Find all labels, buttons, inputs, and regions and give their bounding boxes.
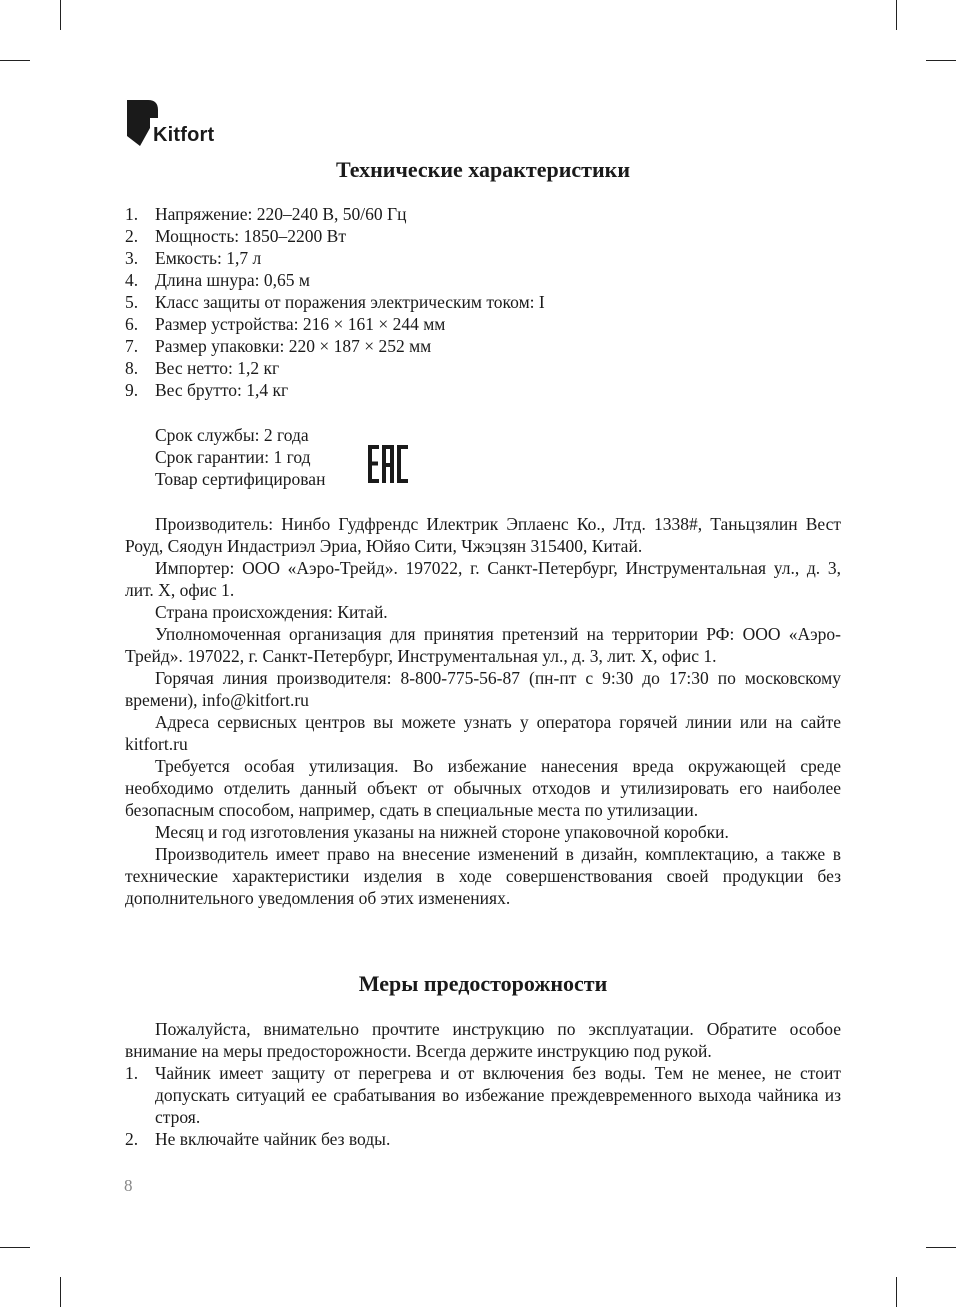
list-item: 7. Размер упаковки: 220 × 187 × 252 мм bbox=[125, 336, 432, 356]
crop-mark-bottom-right-v bbox=[896, 1277, 897, 1307]
warranty: Срок гарантии: 1 год bbox=[155, 447, 311, 467]
page-number: 8 bbox=[124, 1176, 133, 1195]
crop-mark-top-right-h bbox=[926, 60, 956, 61]
crop-mark-top-left-h bbox=[0, 60, 30, 61]
crop-mark-bottom-left-v bbox=[60, 1277, 61, 1307]
list-item: 1. Напряжение: 220–240 В, 50/60 Гц bbox=[125, 204, 407, 224]
eac-mark-icon bbox=[367, 444, 409, 484]
list-item: 2. Мощность: 1850–2200 Вт bbox=[125, 226, 346, 246]
list-item: 1. Чайник имеет защиту от перегрева и от включения без воды. Тем не менее, не стоит допускать ситуаций ее срабатывания во избежание преждевременного выхода чайника из строя. bbox=[125, 1063, 841, 1127]
specs-list bbox=[125, 203, 841, 401]
list-item: 9. Вес брутто: 1,4 кг bbox=[125, 380, 289, 400]
importer-paragraph: Импортер: ООО «Аэро-Трейд». 197022, г. Санкт-Петербург, Инструментальная ул., д. 3, лит. Х, офис 1. bbox=[125, 558, 841, 600]
crop-mark-top-right-v bbox=[896, 0, 897, 30]
info-paragraphs bbox=[125, 513, 841, 909]
service-centers-paragraph: Адреса сервисных центров вы можете узнать у оператора горячей линии или на сайте kitfort.ru bbox=[125, 712, 841, 754]
certification-block bbox=[155, 424, 325, 490]
precautions-intro: Пожалуйста, внимательно прочтите инструкцию по эксплуатации. Обратите особое внимание на меры предосторожности. Всегда держите инструкцию под рукой. bbox=[125, 1019, 841, 1061]
changes-paragraph: Производитель имеет право на внесение изменений в дизайн, комплектацию, а также в технические характеристики изделия в ходе совершенствования своей продукции без дополнительного уведомления об этих изменениях. bbox=[125, 844, 841, 908]
disposal-paragraph: Требуется особая утилизация. Во избежание нанесения вреда окружающей среде необходимо отделить данный объект от обычных отходов и утилизировать его наиболее безопасным способом, например, сдать в специальные места по утилизации. bbox=[125, 756, 841, 820]
logo-text: Kitfort bbox=[153, 124, 215, 146]
list-item: 4. Длина шнура: 0,65 м bbox=[125, 270, 310, 290]
manufacturer-paragraph: Производитель: Нинбо Гудфрендс Илектрик Эплаенс Ко., Лтд. 1338#, Таньцзялин Вест Роуд, Сяодун Индастриэл Эриа, Юйяо Сити, Чжэцзян 315400, Китай. bbox=[125, 514, 841, 556]
hotline-paragraph: Горячая линия производителя: 8-800-775-56-87 (пн-пт с 9:30 до 17:30 по московскому времени), info@kitfort.ru bbox=[125, 668, 841, 710]
list-item: 2. Не включайте чайник без воды. bbox=[125, 1129, 391, 1149]
list-item: 5. Класс защиты от поражения электрическим током: I bbox=[125, 292, 545, 312]
origin-paragraph: Страна происхождения: Китай. bbox=[155, 602, 388, 622]
crop-mark-bottom-right-h bbox=[926, 1247, 956, 1248]
certified: Товар сертифицирован bbox=[155, 469, 326, 489]
precautions-body bbox=[125, 1018, 841, 1150]
list-item: 3. Емкость: 1,7 л bbox=[125, 248, 262, 268]
claims-paragraph: Уполномоченная организация для принятия претензий на территории РФ: ООО «Аэро-Трейд». 197022, г. Санкт-Петербург, Инструментальная ул., д. 3, лит. Х, офис 1. bbox=[125, 624, 841, 666]
crop-mark-bottom-left-h bbox=[0, 1247, 30, 1248]
section-title-specs: Технические характеристики bbox=[335, 157, 631, 182]
service-life: Срок службы: 2 года bbox=[155, 425, 309, 445]
crop-mark-top-left-v bbox=[60, 0, 61, 30]
list-item: 6. Размер устройства: 216 × 161 × 244 мм bbox=[125, 314, 446, 334]
list-item: 8. Вес нетто: 1,2 кг bbox=[125, 358, 280, 378]
manufacture-date-paragraph: Месяц и год изготовления указаны на нижней стороне упаковочной коробки. bbox=[155, 822, 729, 842]
section-title-precautions: Меры предосторожности bbox=[358, 971, 608, 996]
